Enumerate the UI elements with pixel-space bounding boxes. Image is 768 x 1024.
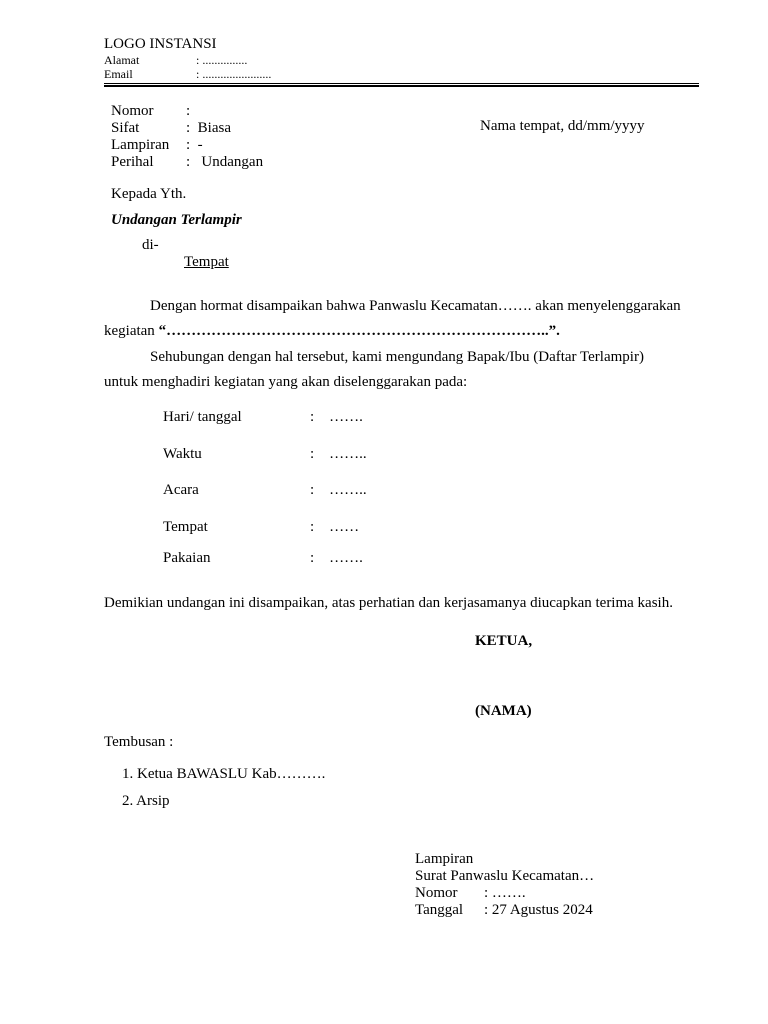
sifat-value: : Biasa bbox=[186, 120, 231, 136]
copies-label: Tembusan : bbox=[104, 734, 174, 750]
perihal-value: : Undangan bbox=[186, 154, 264, 170]
paragraph-intro-prefix: kegiatan bbox=[104, 323, 159, 339]
paragraph-intro-line1: Dengan hormat disampaikan bahwa Panwaslu Kecamatan……. akan menyelenggarakan bbox=[150, 298, 681, 314]
paragraph-invitation-line1: Sehubungan dengan hal tersebut, kami mengundang Bapak/Ibu (Daftar Terlampir) bbox=[150, 349, 644, 365]
attachment-nomor-value: : ……. bbox=[484, 885, 526, 901]
recipient-at: di- bbox=[142, 237, 159, 253]
email-label: Email bbox=[104, 67, 133, 81]
nomor-value: : bbox=[186, 103, 191, 119]
detail-label-hari: Hari/ tanggal bbox=[163, 409, 242, 425]
header-divider-thick bbox=[104, 85, 699, 87]
detail-value-waktu: : …….. bbox=[310, 446, 367, 462]
detail-label-waktu: Waktu bbox=[163, 446, 202, 462]
detail-value-hari: : ……. bbox=[310, 409, 363, 425]
email-value: : ....................... bbox=[196, 67, 272, 81]
attachment-tanggal-label: Tanggal bbox=[415, 902, 464, 918]
recipient-place: Tempat bbox=[184, 254, 229, 270]
detail-label-pakaian: Pakaian bbox=[163, 550, 211, 566]
lampiran-value: : - bbox=[186, 137, 203, 153]
attachment-nomor-label: Nomor bbox=[415, 885, 458, 901]
signature-name: (NAMA) bbox=[475, 703, 532, 719]
detail-value-acara: : …….. bbox=[310, 482, 367, 498]
attachment-letter: Surat Panwaslu Kecamatan… bbox=[415, 868, 595, 884]
sifat-label: Sifat bbox=[111, 120, 140, 136]
paragraph-intro bbox=[104, 294, 699, 344]
attachment-title: Lampiran bbox=[415, 851, 474, 867]
place-date: Nama tempat, dd/mm/yyyy bbox=[480, 118, 645, 134]
copies-item-2: 2. Arsip bbox=[122, 793, 170, 809]
detail-label-acara: Acara bbox=[163, 482, 199, 498]
recipient-name: Undangan Terlampir bbox=[111, 212, 242, 228]
detail-value-tempat: : …… bbox=[310, 519, 360, 535]
paragraph-invitation bbox=[104, 345, 699, 395]
copies-item-1: 1. Ketua BAWASLU Kab………. bbox=[122, 766, 326, 782]
logo-placeholder: LOGO INSTANSI bbox=[104, 36, 217, 52]
header-divider-thin bbox=[104, 83, 699, 84]
lampiran-label: Lampiran bbox=[111, 137, 170, 153]
detail-label-tempat: Tempat bbox=[163, 519, 208, 535]
paragraph-invitation-line2: untuk menghadiri kegiatan yang akan diselenggarakan pada: bbox=[104, 374, 468, 390]
address-value: : ............... bbox=[196, 53, 248, 67]
closing-sentence: Demikian undangan ini disampaikan, atas perhatian dan kerjasamanya diucapkan terima kasih. bbox=[104, 595, 673, 611]
detail-value-pakaian: : ……. bbox=[310, 550, 363, 566]
attachment-tanggal-value: : 27 Agustus 2024 bbox=[484, 902, 593, 918]
paragraph-intro-quote: “…………………………………………………………………..”. bbox=[158, 323, 560, 339]
address-label: Alamat bbox=[104, 53, 140, 67]
perihal-label: Perihal bbox=[111, 154, 154, 170]
nomor-label: Nomor bbox=[111, 103, 154, 119]
signature-title: KETUA, bbox=[475, 633, 533, 649]
recipient-greeting: Kepada Yth. bbox=[111, 186, 187, 202]
